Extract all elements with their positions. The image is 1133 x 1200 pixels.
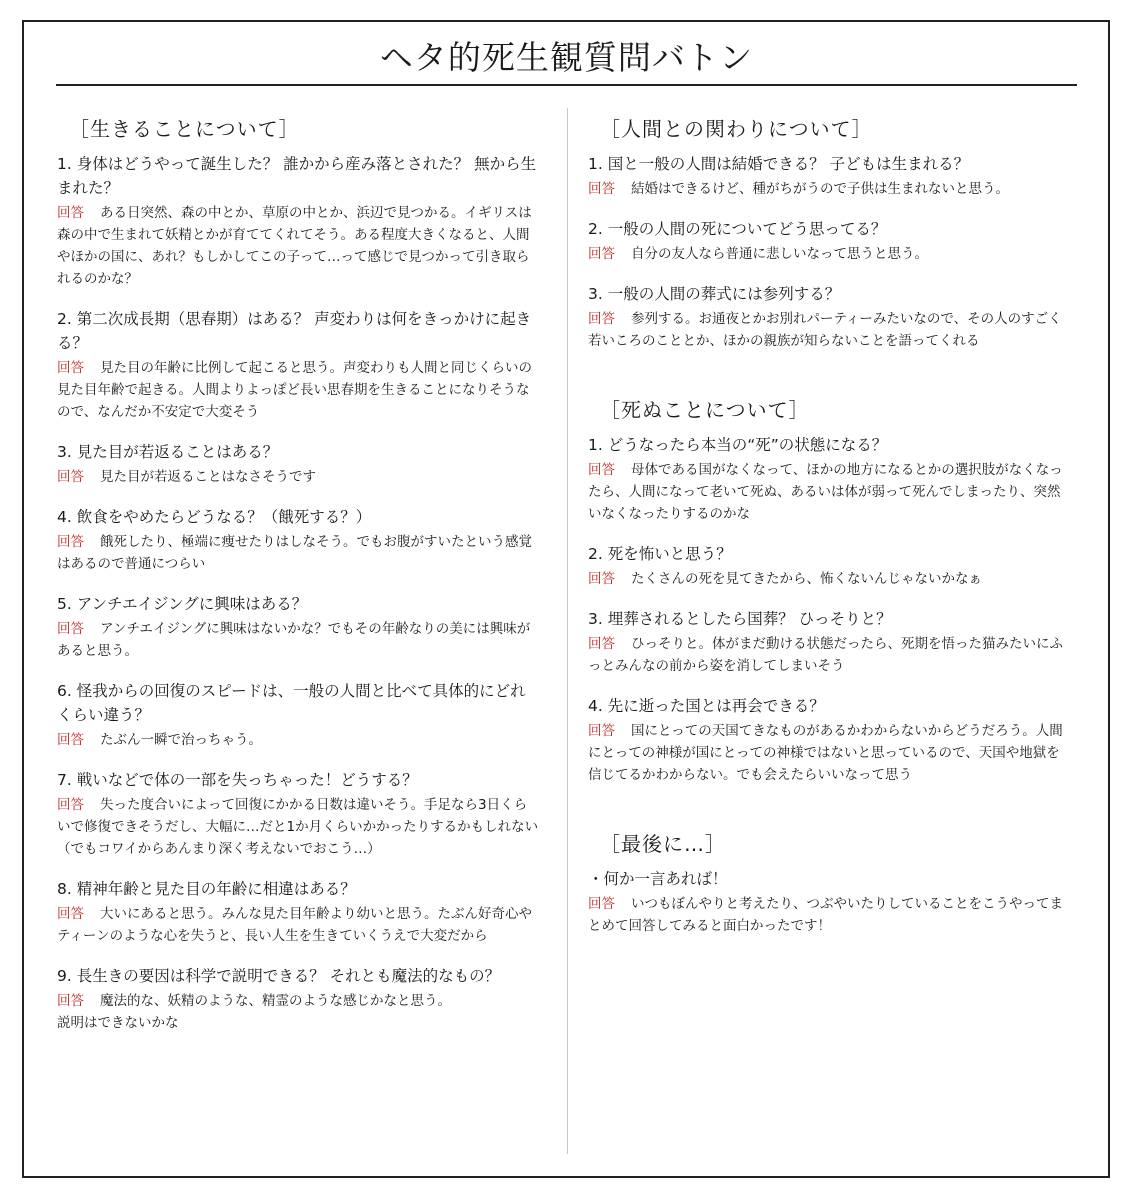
- answer: [57, 903, 539, 947]
- question: 3. 見た目が若返ることはある？: [57, 443, 279, 461]
- answer: [588, 459, 1070, 525]
- answer: [57, 729, 539, 751]
- answer: [588, 720, 1070, 786]
- qa-item: [588, 217, 1070, 265]
- answer-tag: 回答: [588, 181, 615, 197]
- answer-text: いつもぼんやりと考えたり、つぶやいたりしていることをこうやってまとめて回答してみると面白かったです！: [588, 896, 1063, 934]
- answer-text: 参列する。お通夜とかお別れパーティーみたいなので、その人のすごく若いころのこととか、ほかの親族が知らないことを語ってくれる: [588, 311, 1062, 349]
- answer-text: アンチエイジングに興味はないかな？でもその年齢なりの美には興味があると思う。: [57, 621, 531, 659]
- answer-tag: 回答: [588, 246, 615, 262]
- question: 3. 埋葬されるとしたら国葬？ ひっそりと？: [588, 610, 892, 628]
- question: 6. 怪我からの回復のスピードは、一般の人間と比べて具体的にどれくらい違う？: [57, 682, 526, 724]
- answer-tag: 回答: [588, 571, 615, 587]
- left-column: [57, 116, 539, 1051]
- answer-tag: 回答: [57, 534, 84, 550]
- qa-item: [57, 768, 539, 860]
- qa-item: [57, 152, 539, 290]
- answer-tag: 回答: [588, 462, 615, 478]
- question: 2. 死を怖いと思う？: [588, 545, 732, 563]
- answer-text-continued: 説明はできないかな: [57, 1015, 179, 1031]
- answer-text: ある日突然、森の中とか、草原の中とか、浜辺で見つかる。イギリスは森の中で生まれて妖精とかが育ててくれてそう。ある程度大きくなると、人間やほかの国に、あれ？もしかしてこの子って…って感じで見つかって引き取られるのかな？: [57, 205, 532, 287]
- question: 4. 先に逝った国とは再会できる？: [588, 697, 825, 715]
- answer-text: 餓死したり、極端に痩せたりはしなそう。でもお腹がすいたという感覚はあるので普通につらい: [57, 534, 532, 572]
- answer: [588, 633, 1070, 677]
- qa-item: [588, 867, 1070, 937]
- answer: [588, 893, 1070, 937]
- answer-tag: 回答: [57, 797, 84, 813]
- answer-tag: 回答: [57, 993, 84, 1009]
- answer-text: ひっそりと。体がまだ動ける状態だったら、死期を悟った猫みたいにふっとみんなの前から姿を消してしまいそう: [588, 636, 1063, 674]
- answer: [57, 357, 539, 423]
- qa-item: [57, 877, 539, 947]
- question: 7. 戦いなどで体の一部を失っちゃった！どうする？: [57, 771, 418, 789]
- answer-text: 結婚はできるけど、種がちがうので子供は生まれないと思う。: [631, 181, 1009, 197]
- answer-tag: 回答: [57, 906, 84, 922]
- answer: [57, 794, 539, 860]
- answer: [57, 466, 539, 488]
- answer: [57, 618, 539, 662]
- answer-tag: 回答: [57, 732, 84, 748]
- answer: [57, 202, 539, 290]
- qa-item: [588, 433, 1070, 525]
- answer-text: たくさんの死を見てきたから、怖くないんじゃないかなぁ: [631, 571, 982, 587]
- answer-text: たぶん一瞬で治っちゃう。: [100, 732, 262, 748]
- answer-tag: 回答: [588, 896, 615, 912]
- answer-tag: 回答: [588, 311, 615, 327]
- answer: [588, 243, 1070, 265]
- answer-tag: 回答: [57, 469, 84, 485]
- question: 2. 第二次成長期（思春期）はある？ 声変わりは何をきっかけに起きる？: [57, 310, 532, 352]
- answer-tag: 回答: [588, 636, 615, 652]
- question: 4. 飲食をやめたらどうなる？（餓死する？）: [57, 508, 372, 526]
- qa-item: [588, 607, 1070, 677]
- section-title-finally: ［最後に…］: [600, 832, 726, 856]
- answer-tag: 回答: [588, 723, 615, 739]
- column-divider: [567, 108, 568, 1154]
- qa-item: [588, 152, 1070, 200]
- question: 8. 精神年齢と見た目の年齢に相違はある？: [57, 880, 356, 898]
- answer-text: 見た目の年齢に比例して起こると思う。声変わりも人間と同じくらいの見た目年齢で起きる。人間よりよっぽど長い思春期を生きることになりそうなので、なんだか不安定で大変そう: [57, 360, 532, 420]
- page-title: ヘタ的死生観質問バトン: [379, 38, 754, 77]
- question: 1. どうなったら本当の“死”の状態になる？: [588, 436, 888, 454]
- right-column: [588, 116, 1070, 954]
- qa-item: [57, 964, 539, 1034]
- answer-text: 魔法的な、妖精のような、精霊のような感じかなと思う。: [100, 993, 451, 1009]
- qa-item: [57, 307, 539, 423]
- answer-tag: 回答: [57, 205, 84, 221]
- answer-text: 自分の友人なら普通に悲しいなって思うと思う。: [631, 246, 928, 262]
- answer-tag: 回答: [57, 360, 84, 376]
- answer: [588, 178, 1070, 200]
- answer: [588, 568, 1070, 590]
- title-underline: [56, 84, 1077, 86]
- question: 1. 身体はどうやって誕生した？ 誰かから産み落とされた？ 無から生まれた？: [57, 155, 537, 197]
- qa-item: [57, 592, 539, 662]
- qa-item: [588, 282, 1070, 352]
- qa-item: [57, 440, 539, 488]
- section-spacer: [588, 369, 1070, 397]
- answer-text: 失った度合いによって回復にかかる日数は違いそう。手足なら3日くらいで修復できそうだし、大幅に…だと1か月くらいかかったりするかもしれない（でもコワイからあんまり深く考えないでおこう…）: [57, 797, 539, 857]
- answer-text: 見た目が若返ることはなさそうです: [100, 469, 316, 485]
- answer-text: 大いにあると思う。みんな見た目年齢より幼いと思う。たぶん好奇心やティーンのような心を失うと、長い人生を生きていくうえで大変だから: [57, 906, 532, 944]
- question: 3. 一般の人間の葬式には参列する？: [588, 285, 841, 303]
- answer: [57, 990, 539, 1034]
- answer: [588, 308, 1070, 352]
- answer: [57, 531, 539, 575]
- answer-tag: 回答: [57, 621, 84, 637]
- question: 1. 国と一般の人間は結婚できる？ 子どもは生まれる？: [588, 155, 970, 173]
- answer-text: 母体である国がなくなって、ほかの地方になるとかの選択肢がなくなったら、人間になって老いて死ぬ、あるいは体が弱って死んでしまったり、突然いなくなったりするのかな: [588, 462, 1063, 522]
- question: ・何か一言あれば！: [588, 870, 728, 888]
- qa-item: [588, 694, 1070, 786]
- qa-item: [57, 505, 539, 575]
- section-spacer: [588, 803, 1070, 831]
- answer-text: 国にとっての天国てきなものがあるかわからないからどうだろう。人間にとっての神様が国にとっての神様ではないと思っているので、天国や地獄を信じてるかわからない。でも会えたらいいなって思う: [588, 723, 1063, 783]
- question: 5. アンチエイジングに興味はある？: [57, 595, 308, 613]
- qa-item: [57, 679, 539, 751]
- qa-item: [588, 542, 1070, 590]
- section-title-death: ［死ぬことについて］: [600, 398, 810, 422]
- section-title-living: ［生きることについて］: [69, 117, 300, 141]
- question: 2. 一般の人間の死についてどう思ってる？: [588, 220, 887, 238]
- question: 9. 長生きの要因は科学で説明できる？ それとも魔法的なもの？: [57, 967, 501, 985]
- section-title-relations: ［人間との関わりについて］: [600, 117, 873, 141]
